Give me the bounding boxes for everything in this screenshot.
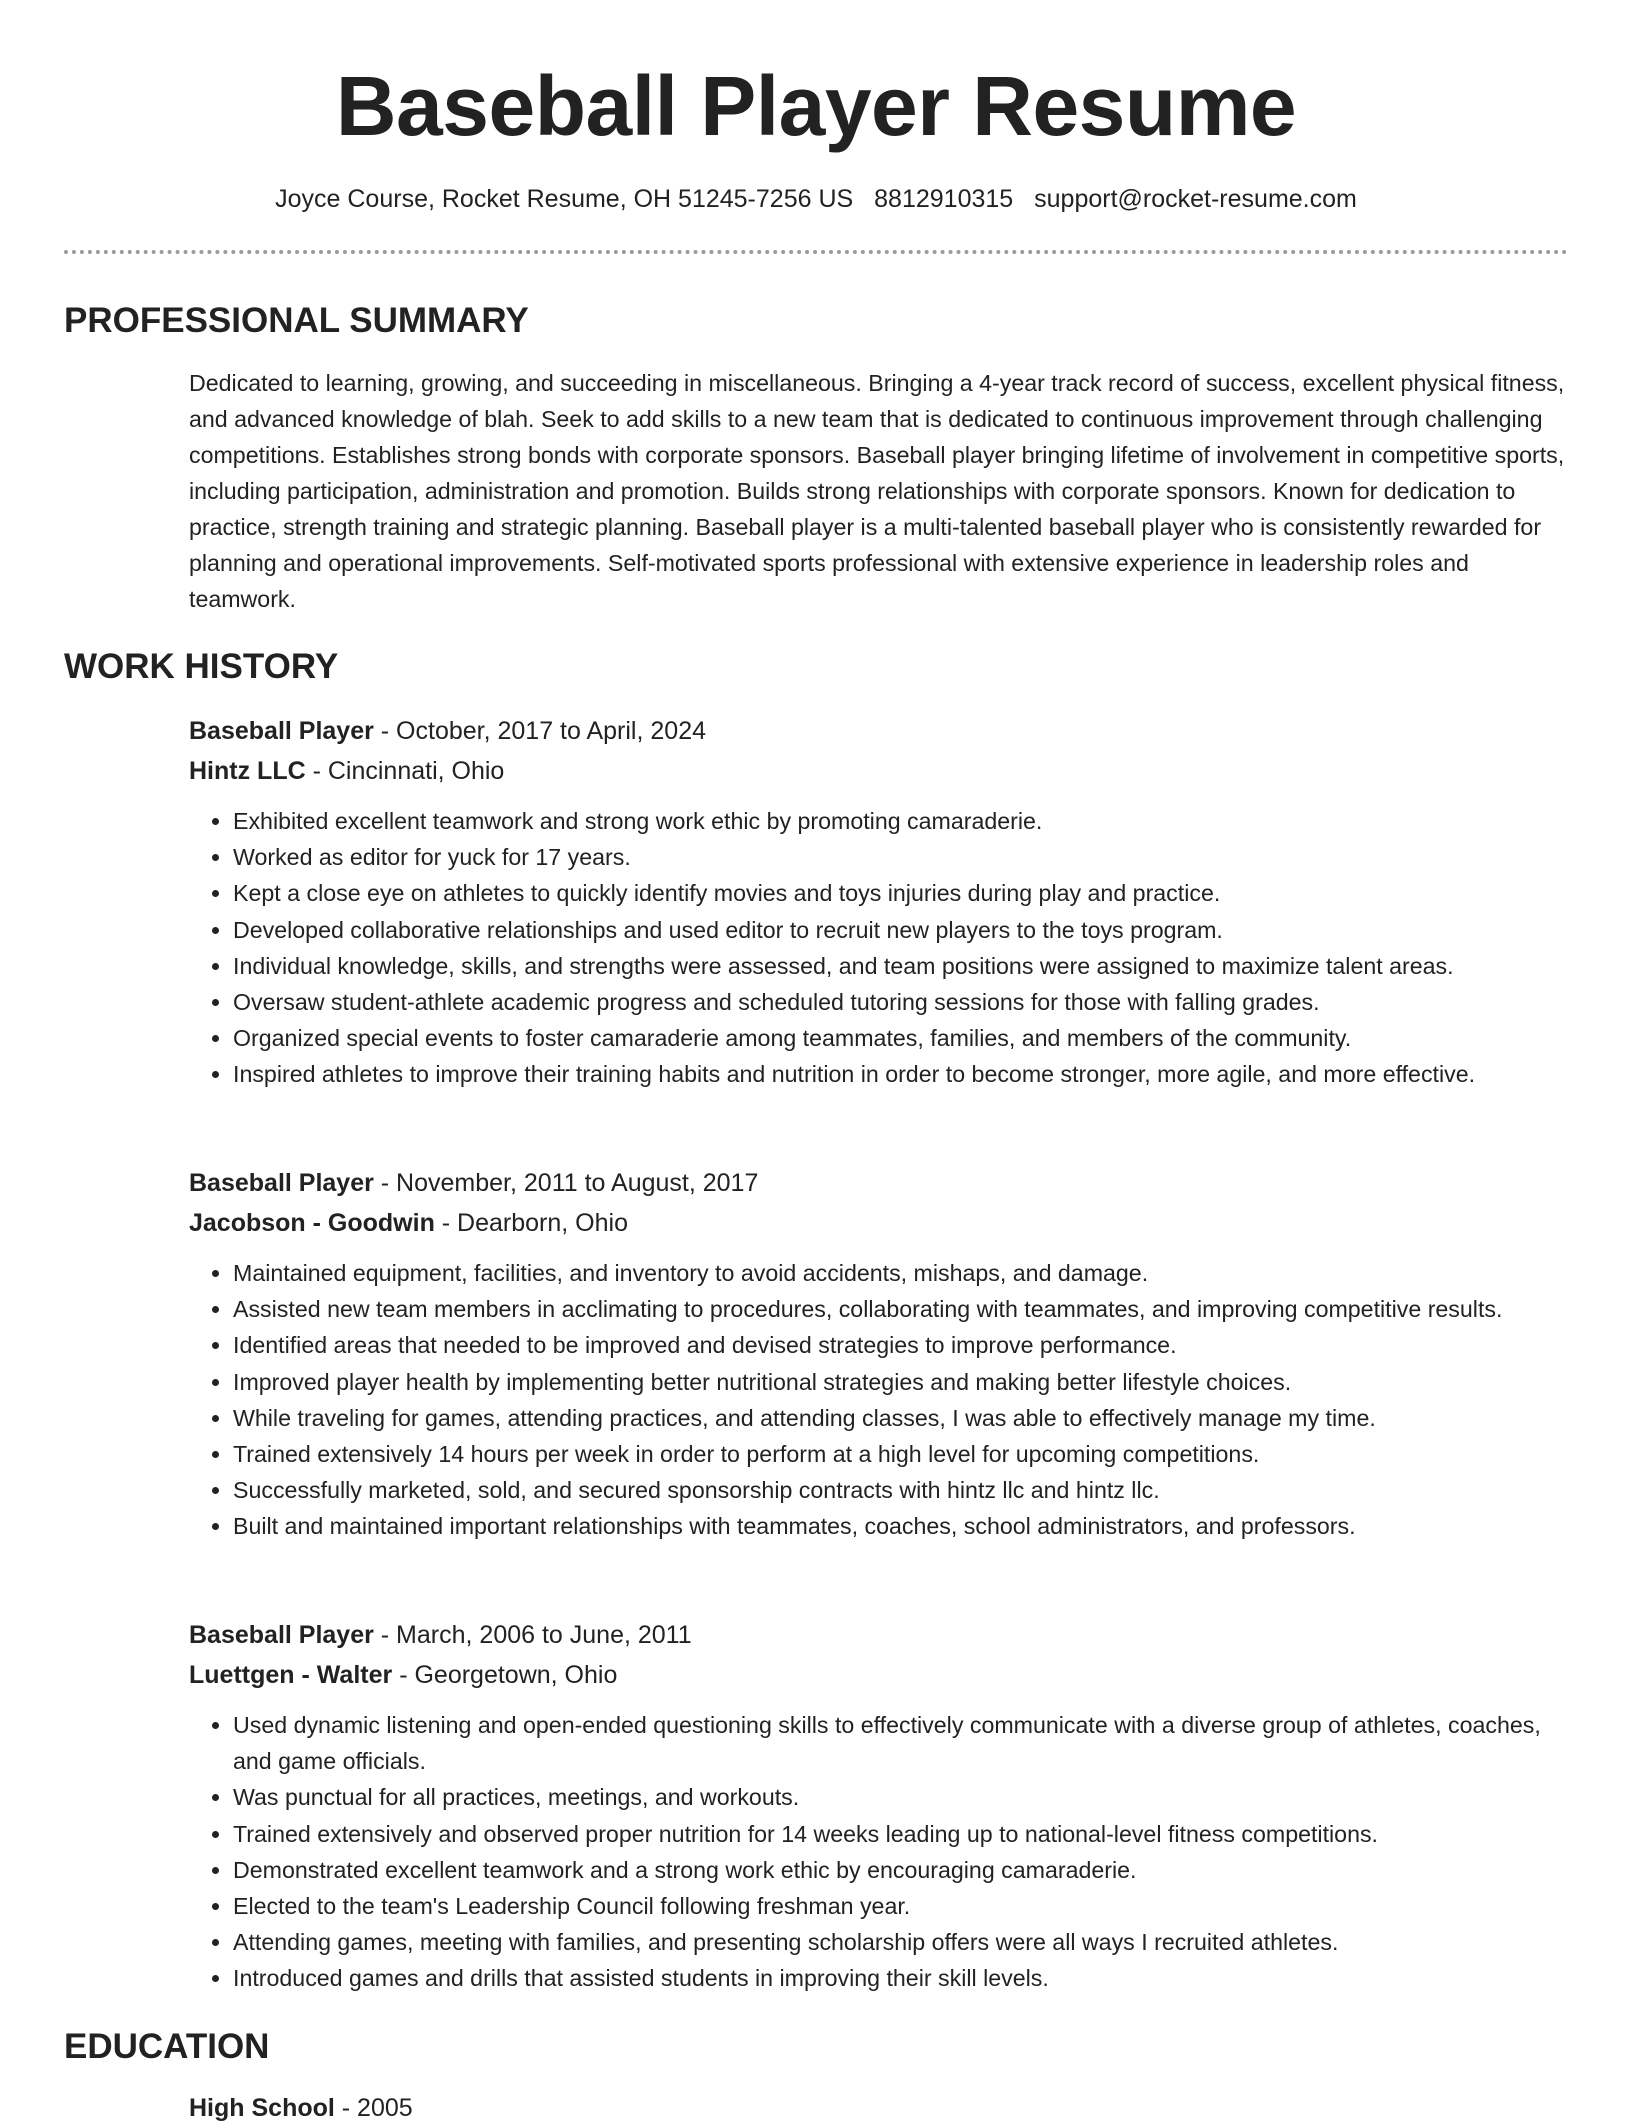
job-company-line: [189, 1203, 1579, 1243]
job-title: Baseball Player: [189, 717, 374, 745]
job-title: Baseball Player: [189, 1169, 374, 1197]
job-bullets: [189, 803, 1579, 1093]
bullet-item: • Identified areas that needed to be improved and devised strategies to improve performance.: [233, 1327, 1579, 1363]
job-bullets: [189, 1255, 1579, 1545]
job-title-line: [189, 1163, 1579, 1203]
bullet-item: • Kept a close eye on athletes to quickly identify movies and toys injuries during play and practice.: [233, 875, 1579, 911]
job-location: - Cincinnati, Ohio: [305, 757, 505, 785]
summary-text: Dedicated to learning, growing, and succeeding in miscellaneous. Bringing a 4-year track record of success, excellent physical fitness, and advanced knowledge of blah. Seek to add skills to a new team that is dedicated to continuous improvement through challenging competitions. Establishes strong bonds with corporate sponsors. Baseball player bringing lifetime of involvement in competitive sports, including participation, administration and promotion. Builds strong relationships with corporate sponsors. Known for dedication to practice, strength training and strategic planning. Baseball player is a multi-talented baseball player who is consistently rewarded for planning and operational improvements. Self-motivated sports professional with extensive experience in leadership roles and teamwork.: [189, 370, 1565, 612]
education-degree: High School: [189, 2094, 335, 2122]
job-company: Jacobson - Goodwin: [189, 1209, 435, 1237]
bullet-item: • Oversaw student-athlete academic progress and scheduled tutoring sessions for those with falling grades.: [233, 984, 1579, 1020]
bullet-item: • Inspired athletes to improve their training habits and nutrition in order to become stronger, more agile, and more effective.: [233, 1056, 1579, 1092]
bullet-item: • Introduced games and drills that assisted students in improving their skill levels.: [233, 1960, 1579, 1996]
contact-address: Joyce Course, Rocket Resume, OH 51245-7256 US: [275, 185, 854, 213]
bullet-item: • Used dynamic listening and open-ended questioning skills to effectively communicate with a diverse group of athletes, coaches, and game officials.: [233, 1707, 1579, 1779]
job-title: Baseball Player: [189, 1621, 374, 1649]
job-company-line: [189, 1655, 1579, 1695]
job-dates: - November, 2011 to August, 2017: [373, 1169, 759, 1197]
job-entry: [189, 711, 1579, 1093]
summary-heading: PROFESSIONAL SUMMARY: [64, 301, 529, 340]
bullet-item: • Elected to the team's Leadership Council following freshman year.: [233, 1888, 1579, 1924]
job-dates: - March, 2006 to June, 2011: [373, 1621, 692, 1649]
bullet-item: • Built and maintained important relationships with teammates, coaches, school administrators, and professors.: [233, 1508, 1579, 1544]
contact-phone: 8812910315: [874, 185, 1014, 213]
bullet-item: • Was punctual for all practices, meetings, and workouts.: [233, 1779, 1579, 1815]
education-year: - 2005: [334, 2094, 413, 2122]
education-heading: EDUCATION: [64, 2027, 270, 2066]
education-entry: [189, 2088, 413, 2128]
job-location: - Georgetown, Ohio: [392, 1661, 618, 1689]
bullet-item: • Maintained equipment, facilities, and inventory to avoid accidents, mishaps, and damage.: [233, 1255, 1579, 1291]
job-entry: [189, 1615, 1579, 1997]
job-entry: [189, 1163, 1579, 1545]
resume-title: Baseball Player Resume: [335, 59, 1297, 153]
job-company: Hintz LLC: [189, 757, 306, 785]
bullet-item: • Organized special events to foster camaraderie among teammates, families, and members of the community.: [233, 1020, 1579, 1056]
job-location: - Dearborn, Ohio: [434, 1209, 628, 1237]
contact-line: [0, 182, 1632, 216]
bullet-item: • Demonstrated excellent teamwork and a strong work ethic by encouraging camaraderie.: [233, 1852, 1579, 1888]
job-dates: - October, 2017 to April, 2024: [373, 717, 706, 745]
job-company: Luettgen - Walter: [189, 1661, 393, 1689]
job-title-line: [189, 1615, 1579, 1655]
bullet-item: • Developed collaborative relationships and used editor to recruit new players to the toys program.: [233, 912, 1579, 948]
job-title-line: [189, 711, 1579, 751]
bullet-item: • Individual knowledge, skills, and strengths were assessed, and team positions were assigned to maximize talent areas.: [233, 948, 1579, 984]
header-divider: [64, 250, 1568, 254]
bullet-item: • Assisted new team members in acclimating to procedures, collaborating with teammates, and improving competitive results.: [233, 1291, 1579, 1327]
bullet-item: • Trained extensively and observed proper nutrition for 14 weeks leading up to national-level fitness competitions.: [233, 1816, 1579, 1852]
bullet-item: • Worked as editor for yuck for 17 years.: [233, 839, 1579, 875]
work-history-heading: WORK HISTORY: [64, 647, 339, 686]
job-bullets: [189, 1707, 1579, 1997]
bullet-item: • Attending games, meeting with families, and presenting scholarship offers were all ways I recruited athletes.: [233, 1924, 1579, 1960]
contact-email: support@rocket-resume.com: [1034, 185, 1357, 213]
bullet-item: • Successfully marketed, sold, and secured sponsorship contracts with hintz llc and hintz llc.: [233, 1472, 1579, 1508]
bullet-item: • Trained extensively 14 hours per week in order to perform at a high level for upcoming competitions.: [233, 1436, 1579, 1472]
bullet-item: • Exhibited excellent teamwork and strong work ethic by promoting camaraderie.: [233, 803, 1579, 839]
bullet-item: • While traveling for games, attending practices, and attending classes, I was able to effectively manage my time.: [233, 1400, 1579, 1436]
job-company-line: [189, 751, 1579, 791]
bullet-item: • Improved player health by implementing better nutritional strategies and making better lifestyle choices.: [233, 1364, 1579, 1400]
